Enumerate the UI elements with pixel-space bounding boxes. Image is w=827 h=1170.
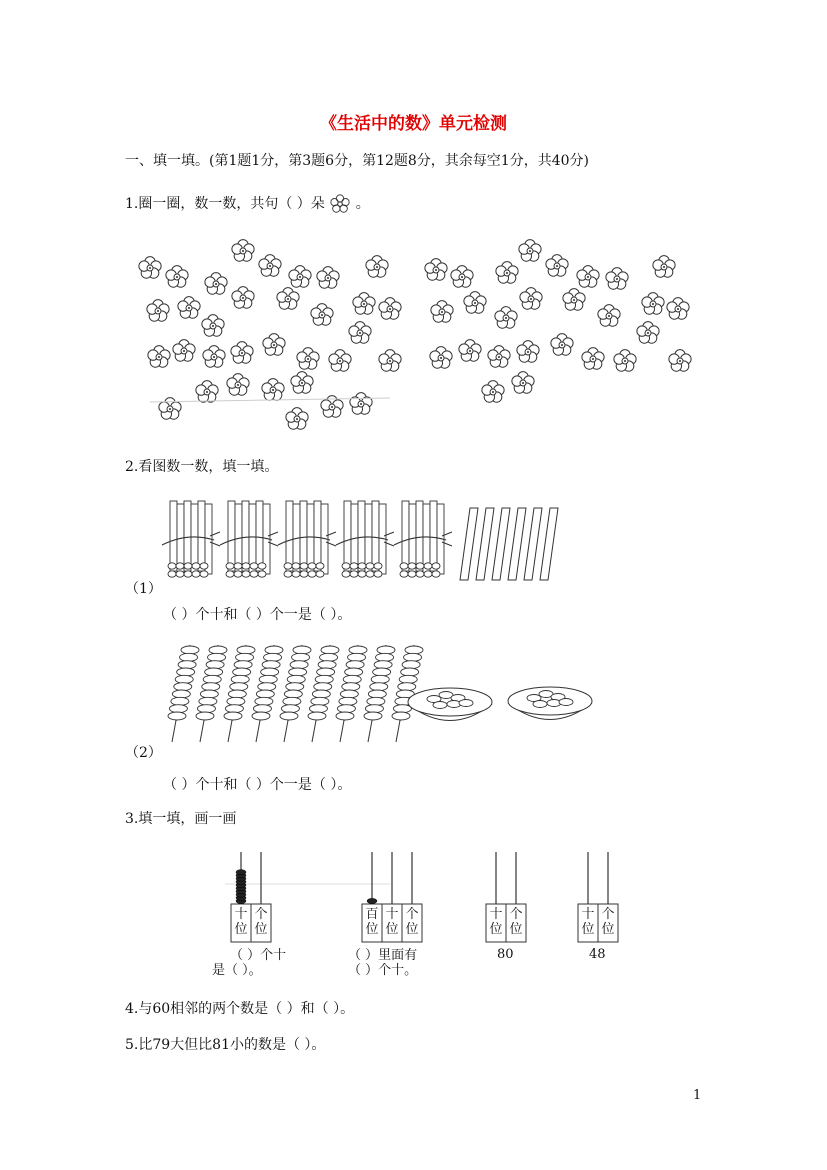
place-label-tens: 十 位: [581, 907, 595, 937]
part-2-label: （2）: [125, 745, 162, 761]
place-label-ones: 个 位: [254, 907, 268, 937]
place-label-ones: 个 位: [405, 907, 419, 937]
question-4: 4.与60相邻的两个数是（ ）和（ ）。: [125, 1001, 355, 1017]
abacus-4-number: 48: [589, 947, 606, 962]
abacus-1-caption-1: （ ）个十: [230, 948, 287, 963]
page-number: 1: [693, 1088, 702, 1103]
abacus-2-caption-2: （ ）个十。: [348, 963, 418, 978]
question-5: 5.比79大但比81小的数是（ ）。: [125, 1037, 326, 1053]
part-2-blanks: （ ）个十和（ ）个一是（ ）。: [163, 777, 352, 793]
abacus-3-number: 80: [497, 947, 514, 962]
place-label-ones: 个 位: [601, 907, 615, 937]
abacus-1-caption-2: 是（ ）。: [212, 963, 262, 978]
question-1-end: 。: [355, 196, 370, 212]
place-label-tens: 十 位: [489, 907, 503, 937]
question-3-title: 3.填一填，画一画: [125, 811, 237, 827]
page-title: 《生活中的数》单元检测: [320, 114, 507, 134]
abacus-bead: [367, 898, 377, 903]
place-label-hundreds: 百 位: [365, 907, 379, 937]
section-heading: 一、填一填。(第1题1分，第3题6分，第12题8分，其余每空1分，共40分): [125, 153, 589, 169]
question-1-text: 1.圈一圈，数一数，共句（ ）朵: [125, 196, 325, 212]
part-1-label: （1）: [125, 581, 162, 597]
place-label-tens: 十 位: [234, 907, 248, 937]
part-1-blanks: （ ）个十和（ ）个一是（ ）。: [163, 607, 352, 623]
question-2-title: 2.看图数一数，填一填。: [125, 459, 279, 475]
place-label-ones: 个 位: [509, 907, 523, 937]
abacus-bead: [236, 870, 246, 875]
abacus-2-caption-1: （ ）里面有: [348, 948, 418, 963]
place-label-tens: 十 位: [385, 907, 399, 937]
